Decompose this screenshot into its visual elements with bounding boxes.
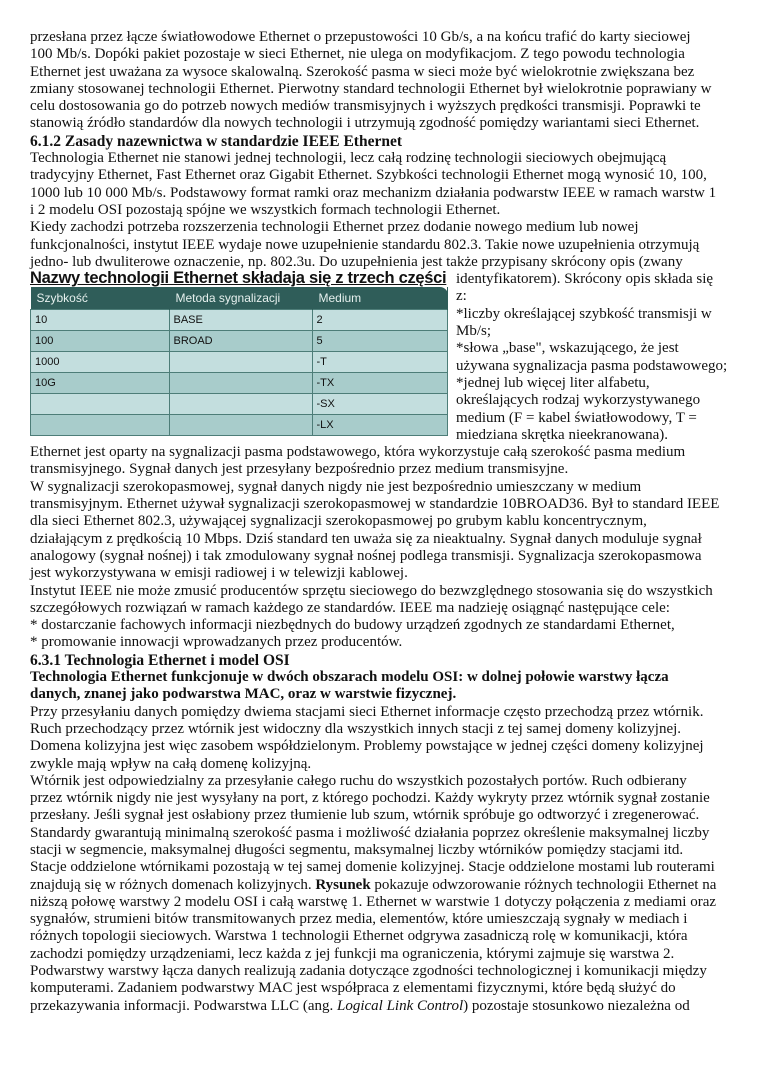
text-line: * promowanie innowacji wprowadzanych przez producentów. (30, 634, 403, 651)
table-cell: -TX (312, 373, 448, 394)
text-line: identyfikatorem). Skrócony opis składa się (456, 271, 714, 288)
text-line: stacji w segmencie, maksymalnej długości segmentu, maksymalnej liczby wtórników pomiędzy stacjami itd. (30, 841, 684, 858)
text-line: funkcjonalności, instytut IEEE wydaje nowe uzupełnienie standardu 802.3. Takie nowe uzupełnienia otrzymują (30, 236, 700, 253)
text-line: 100 Mb/s. Dopóki pakiet pozostaje w sieci Ethernet, nie ulega on modyfikacjom. Z tego powodu technologia (30, 46, 685, 63)
text-line: używana sygnalizacja pasma podstawowego; (456, 357, 728, 374)
text-line: * dostarczanie fachowych informacji niezbędnych do budowy urządzeń zgodnych ze standardami Ethernet, (30, 617, 675, 634)
table-cell: 2 (312, 310, 448, 331)
text-line: analogowy (sygnał nośnej) i tak zmodulowany sygnał nośnej podlega transmisji. Sygnalizacja szerokopasmowa (30, 547, 702, 564)
llc-term: Logical Link Control (336, 997, 464, 1014)
text-line (30, 998, 750, 1015)
naming-table (30, 287, 448, 436)
text-line: przesłana przez łącze światłowodowe Ethernet o przepustowości 10 Gb/s, a na końcu trafić do karty sieciowej (30, 29, 691, 45)
text-line: niższą połowę warstwy 2 modelu OSI i całą warstwę 1. Ethernet w warstwie 1 dotyczy połączenia z mediami oraz (30, 893, 717, 910)
section-heading-osi: 6.3.1 Technologia Ethernet i model OSI (30, 651, 290, 669)
table-header-row (31, 287, 448, 310)
table-cell (169, 415, 312, 436)
table-cell: BASE (169, 310, 312, 331)
text-line: i 2 modelu OSI pozostają spójne we wszystkich formach technologii Ethernet. (30, 201, 501, 218)
text-line: Stacje oddzielone wtórnikami pozostają w tej samej domenie kolizyjnej. Stacje oddzielone mostami lub routerami (30, 859, 715, 876)
header-medium: Medium (312, 287, 448, 310)
text-line: Domena kolizyjna jest więc zasobem współdzielonym. Problemy powstające w jednej części domeny kolizyjnej (30, 738, 704, 755)
table-cell: 10G (31, 373, 170, 394)
table-row (31, 310, 448, 331)
naming-figure (30, 271, 448, 444)
text-line: medium (F = kabel światłowodowy, T = (456, 409, 697, 426)
table-cell: BROAD (169, 331, 312, 352)
text-line: Instytut IEEE nie może zmusić producentów sprzętu sieciowego do bezwzględnego stosowania się do wszystkich (30, 582, 713, 599)
figure-reference: Rysunek (315, 876, 371, 893)
text-line: miedziana skrętka nieekranowana). (456, 426, 668, 443)
table-cell: 1000 (31, 352, 170, 373)
table-row (31, 331, 448, 352)
table-cell: 10 (31, 310, 170, 331)
text-line: Ethernet jest uważana za wysoce skalowalną. Szerokość pasma w sieci może być wielokrotnie zwiększana bez (30, 63, 695, 80)
text-line: celu dostosowania go do potrzeb nowych mediów transmisyjnych i wyższych prędkości transmisji. Poprawki te (30, 98, 701, 115)
text-line: Przy przesyłaniu danych pomiędzy dwiema stacjami sieci Ethernet informacje często przechodzą przez wtórnik. (30, 703, 704, 720)
text-line (30, 877, 750, 894)
text-line: zmiany stosowanej technologii Ethernet. Pierwotny standard technologii Ethernet był wielokrotnie poprawiany w (30, 80, 712, 97)
paragraph-naming (30, 150, 750, 271)
text-line: komputerami. Zadaniem podwarstwy MAC jest współpraca z elementami fizycznymi, które będą służyć do (30, 980, 676, 997)
text-line: *słowa „base", wskazującego, że jest (456, 340, 679, 357)
side-text (448, 271, 727, 444)
text-line: tradycyjny Ethernet, Fast Ethernet oraz Gigabit Ethernet. Szybkości technologii Ethernet mogą wynosić 10, 100, (30, 167, 707, 184)
figure-title: Nazwy technologii Ethernet składaja się z trzech części (30, 269, 447, 288)
text-line: określających rodzaj wykorzystywanego (456, 392, 701, 409)
table-cell: -T (312, 352, 448, 373)
paragraph-repeater (30, 704, 750, 877)
text-line: transmisyjnego. Sygnał danych jest przesyłany bezpośrednio przez medium transmisyjne. (30, 461, 569, 478)
text-line: jedno- lub dwuliterowe oznaczenie, np. 802.3u. Do uzupełnienia jest także przypisany skrócony opis (zwany (30, 253, 683, 270)
text-segment: ) pozostaje stosunkowo niezależna od (463, 997, 690, 1014)
header-signaling: Metoda sygnalizacji (169, 287, 312, 310)
paragraph-signaling (30, 444, 750, 652)
table-row (31, 415, 448, 436)
text-line: sygnałów, strumieni bitów transmitowanych przez media, elementów, które umieszczają sygnały w mediach i (30, 911, 688, 928)
text-line: zwykle mają wpływ na całą domenę kolizyjną. (30, 755, 312, 772)
text-line: Standardy gwarantują minimalną szerokość pasma i możliwość działania poprzez określenie maksymalnej liczby (30, 824, 710, 841)
figure-region (30, 271, 750, 444)
table-cell (31, 415, 170, 436)
text-line: transmisyjnym. Ethernet używał sygnalizacji szerokopasmowej w standardzie 10BROAD36. Był to standard IEEE (30, 496, 720, 513)
text-line: Kiedy zachodzi potrzeba rozszerzenia technologii Ethernet przez dodanie nowego medium lub nowej (30, 219, 639, 236)
text-line: różnych topologii sieciowych. Warstwa 1 technologii Ethernet odgrywa zasadniczą rolę w komunikacji, która (30, 928, 688, 945)
text-line: Podwarstwy warstwy łącza danych realizują zadania dotyczące zgodności technologicznej i komunikacji między (30, 963, 707, 980)
text-line: Wtórnik jest odpowiedzialny za przesyłanie całego ruchu do wszystkich pozostałych portów. Ruch odbierany (30, 772, 687, 789)
table-cell (169, 352, 312, 373)
text-line: Technologia Ethernet nie stanowi jednej technologii, lecz całą rodzinę technologii sieciowych obejmującą (30, 150, 667, 167)
text-line: z: (456, 288, 467, 305)
table-cell: 5 (312, 331, 448, 352)
table-row (31, 394, 448, 415)
table-row (31, 373, 448, 394)
table-row (31, 352, 448, 373)
text-line: 1000 lub 10 000 Mb/s. Podstawowy format ramki oraz mechanizm działania podwarstw IEEE w ramach warstw 1 (30, 184, 717, 201)
table-cell (169, 394, 312, 415)
text-line: *jednej lub więcej liter alfabetu, (456, 374, 650, 391)
table-cell: -SX (312, 394, 448, 415)
text-line: jest wykorzystywana w emisji radiowej i w telewizji kablowej. (30, 565, 408, 582)
text-line: Mb/s; (456, 323, 492, 340)
table-cell: 100 (31, 331, 170, 352)
text-segment: pokazuje odwzorowanie różnych technologii Ethernet na (370, 876, 717, 893)
text-line: Ruch przechodzący przez wtórnik jest widoczny dla wszystkich innych stacji z tej samej domeny kolizyjnej. (30, 720, 682, 737)
table-cell: -LX (312, 415, 448, 436)
document-page (30, 29, 750, 1015)
table-cell (169, 373, 312, 394)
header-speed: Szybkość (31, 287, 170, 310)
text-line: Ethernet jest oparty na sygnalizacji pasma podstawowego, która wykorzystuje całą szerokość pasma medium (30, 444, 686, 461)
text-line: dla sieci Ethernet 802.3, używającej sygnalizacji szerokopasmowej po grubym kablu koncentrycznym, (30, 513, 647, 530)
text-line: W sygnalizacji szerokopasmowej, sygnał danych nigdy nie jest bezpośrednio umieszczany w medium (30, 478, 642, 495)
text-line: zachodzi pomiędzy urządzeniami, lecz każda z jej funkcji ma ograniczenia, którymi zajmuje się warstwa 2. (30, 945, 675, 962)
paragraph-scalability (30, 29, 750, 133)
table-cell (31, 394, 170, 415)
text-line: przez wtórnik nigdy nie jest wysyłany na port, z którego pochodzi. Każdy wykryty przez wtórnik sygnał zostanie (30, 790, 710, 807)
text-line: szczegółowych rozwiązań w ramach każdego ze standardów. IEEE ma nadzieję osiągnąć następujące cele: (30, 599, 670, 616)
bold-intro (30, 669, 750, 704)
text-line: przesłany. Jeśli sygnał jest osłabiony przez tłumienie lub szum, wtórnik spróbuje go odtworzyć i zregenerować. (30, 807, 700, 824)
text-line: działającym z prędkością 10 Mbps. Dziś standard ten uważa się za nieaktualny. Sygnał danych moduluje sygnał (30, 530, 702, 547)
text-segment: przekazywania informacji. Podwarstwa LLC (ang. (30, 997, 337, 1014)
section-heading-naming: 6.1.2 Zasady nazewnictwa w standardzie IEEE Ethernet (30, 132, 403, 150)
text-line: Technologia Ethernet funkcjonuje w dwóch obszarach modelu OSI: w dolnej połowie warstwy łącza (30, 669, 669, 686)
text-line: stanowią źródło standardów dla nowych technologii i utrzymują zgodność pomiędzy wariantami sieci Ethernet. (30, 115, 700, 132)
text-line: *liczby określającej szybkość transmisji w (456, 305, 712, 322)
paragraph-layers (30, 894, 750, 998)
text-line: danych, znanej jako podwarstwa MAC, oraz w warstwie fizycznej. (30, 686, 457, 703)
text-segment: znajdują się w różnych domenach kolizyjnych. (30, 876, 316, 893)
